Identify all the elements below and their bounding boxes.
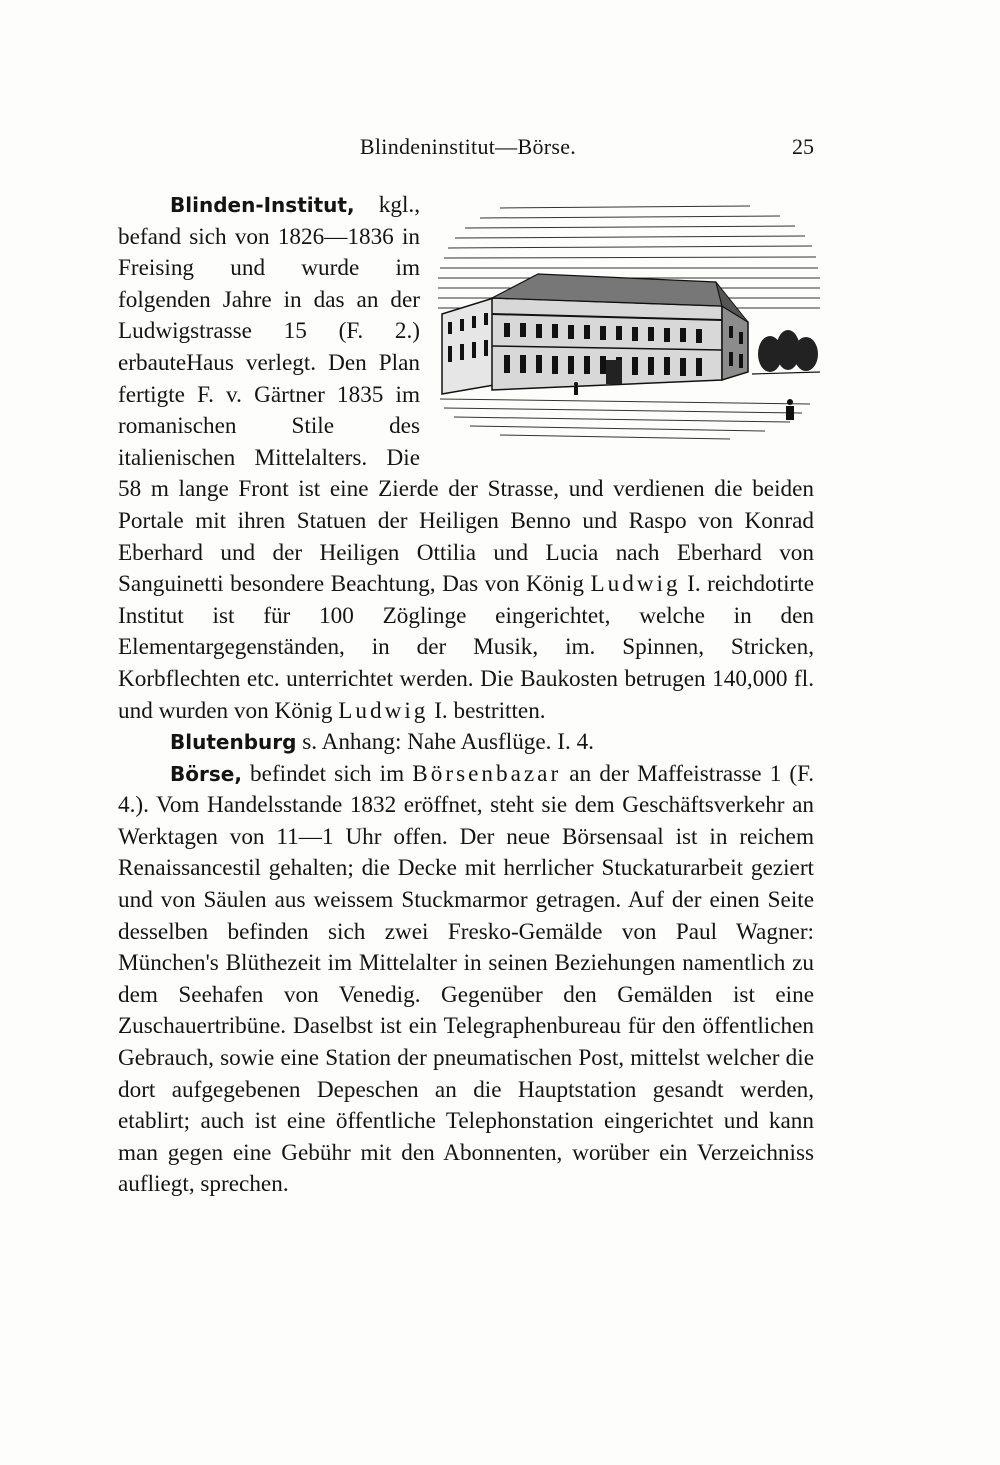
entry-text: I. reichdotirte Institut ist für 100 Zöglinge eingerichtet, welche in den Elementargegenständen, in der Musik, im. Spinnen, Stricken, Korbflechten etc. unterrichtet werden. Die Baukosten betrugen 140,000 fl. und wurden von König — [118, 571, 815, 724]
entry-text: I. bestritten. — [428, 697, 546, 724]
text-body — [118, 190, 814, 1201]
spaced-name: Ludwig — [590, 571, 681, 598]
entry-blutenburg — [118, 727, 814, 759]
lemma-blutenburg: Blutenburg — [170, 730, 297, 755]
lemma-boerse: Börse, — [170, 761, 242, 786]
entry-text: befindet sich im — [241, 760, 413, 787]
entry-blinden-institut — [118, 190, 814, 727]
entry-text: an der Maffeistrasse 1 (F. 4.). Vom Handelsstande 1832 eröffnet, steht sie dem Geschäftsverkehr an Werktagen von 11—1 Uhr offen. Der neue Börsensaal ist in reichem Renaissancestil gehalten; die Decke mit herrlicher Stuckaturarbeit geziert und von Säulen aus weissem Stuckmarmor getragen. Auf der einen Seite desselben befinden sich zwei Fresko-Gemälde von Paul Wagner: München's Blüthezeit im Mittelalter in seinen Beziehungen namentlich zu dem Seehafen von Venedig. Gegenüber den Gemälden ist eine Zuschauertribüne. Daselbst ist ein Telegraphenbureau für den öffentlichen Gebrauch, sowie eine Station der pneumatischen Post, mittelst welcher die dort aufgegebenen Depeschen an die Hauptstation gesandt werden, etablirt; auch ist eine öffentliche Telephonstation eingerichtet und kann man gegen eine Gebühr mit den Abonnenten, worüber ein Verzeichniss aufliegt, sprechen. — [118, 760, 814, 1198]
entry-text: kgl., befand sich von 1826—1836 in Freising und wurde im folgenden Jahre in das an der Ludwigstrasse 15 (F. 2.) erbauteHaus verlegt. Den Plan fertigte F. v. Gärtner 1835 im romanischen Stile des italienischen Mittelalters. Die 58 m lange Front ist eine Zierde der Strasse, und verdienen die beiden Portale mit ihren Statuen der Heiligen Benno und Raspo von Konrad Eberhard und der Heiligen Ottilia und Lucia nach Eberhard von Sanguinetti besondere Beachtung, Das von König — [118, 192, 814, 598]
spaced-name: Börsenbazar — [412, 760, 562, 787]
running-title: Blindeninstitut—Börse. — [359, 134, 577, 159]
entry-boerse — [118, 759, 814, 1201]
spaced-name: Ludwig — [338, 697, 429, 724]
page-header — [118, 134, 818, 168]
page-number: 25 — [792, 134, 814, 159]
lemma-blinden-institut: Blinden-Institut, — [170, 193, 355, 217]
entry-text: s. Anhang: Nahe Ausflüge. I. 4. — [296, 729, 594, 756]
building-engraving-icon — [430, 194, 822, 446]
